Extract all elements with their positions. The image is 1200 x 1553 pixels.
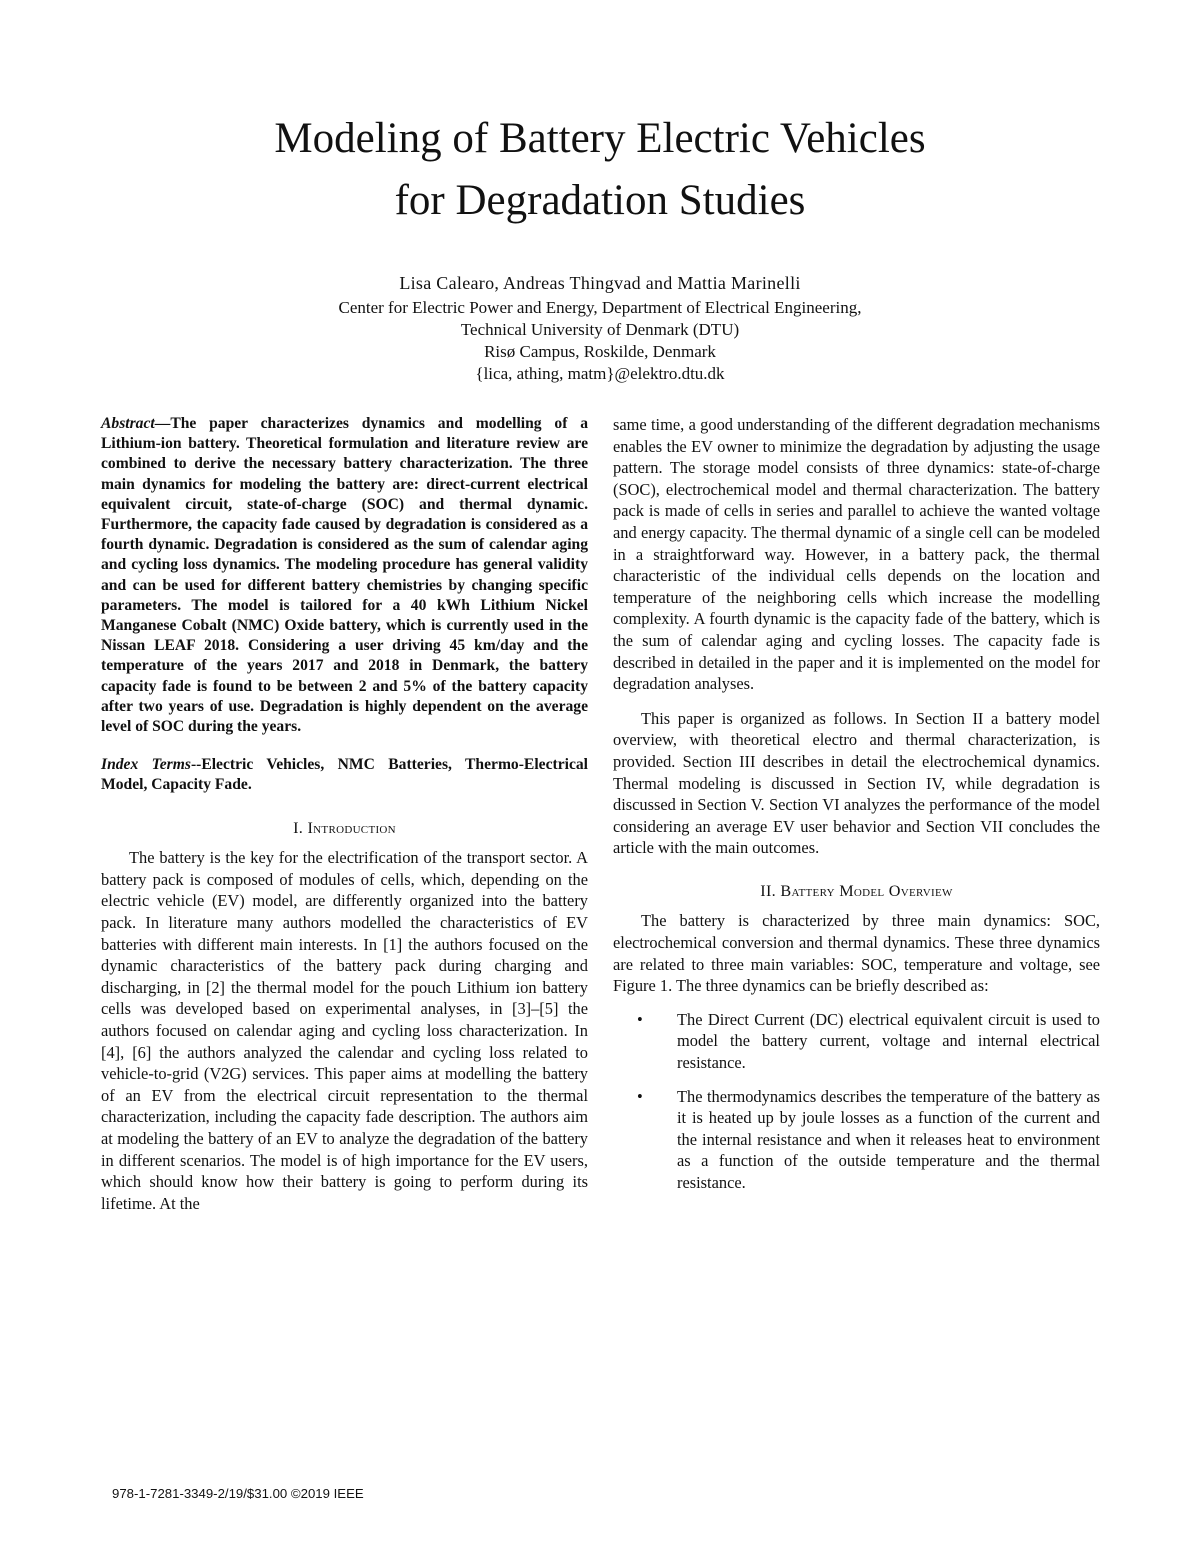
title-line-2: for Degradation Studies — [394, 177, 806, 224]
author-block — [0, 272, 1200, 385]
affiliation-line-1: Center for Electric Power and Energy, Department of Electrical Engineering, — [338, 298, 862, 317]
battery-model-paragraph: The battery is characterized by three main dynamics: SOC, electrochemical conversion and thermal dynamics. These three dynamics are related to three main variables: SOC, temperature and voltage, see Figure 1. The three dynamics can be briefly described as: — [613, 911, 1100, 996]
section-numeral: I. — [293, 818, 304, 837]
index-terms-label: Index Terms — [101, 756, 191, 774]
section-title: Battery Model Overview — [780, 881, 953, 900]
intro-paragraph-1-continued: same time, a good understanding of the different degradation mechanisms enables the EV owner to minimize the degradation by adjusting the usage pattern. The storage model consists of three dynamics: state-of-charge (SOC), electrochemical model and thermal characterization. The battery pack is made of cells in series and parallel to achieve the wanted voltage and energy capacity. The thermal dynamic of a single cell can be modeled in a straightforward way. However, in a battery pack, the thermal characteristic of the individual cells depends on the location and temperature of the neighboring cells which increase the modelling complexity. A fourth dynamic is the capacity fade of the battery, which is the sum of calendar aging and cycling losses. The capacity fade is described in detailed in the paper and it is implemented on the model for degradation analyses. — [613, 415, 1100, 694]
index-terms-text: --Electric Vehicles, NMC Batteries, Thermo-Electrical Model, Capacity Fade. — [101, 756, 588, 794]
intro-paragraph-1: The battery is the key for the electrification of the transport sector. A battery pack is composed of modules of cells, which, depending on the electric vehicle (EV) model, are differently organized into the battery pack. In literature many authors modelled the characteristics of EV batteries with different main interests. In [1] the authors focused on the dynamic characteristics of the battery pack during charging and discharging, in [2] the thermal model for the pouch Lithium ion battery cells was developed based on experimental analyses, in [3]–[5] the authors focused on calendar aging and cycling loss characterization. In [4], [6] the authors analyzed the calendar and cycling loss related to vehicle-to-grid (V2G) services. This paper aims at modelling the battery of an EV from the electrical circuit representation to the thermal characterization, including the capacity fade description. The authors aim at modeling the battery of an EV to analyze the degradation of the battery in different scenarios. The model is of high importance for the EV users, which should know how their battery is going to perform during its lifetime. At the — [101, 848, 588, 1213]
author-email[interactable]: {lica, athing, matm}@elektro.dtu.dk — [475, 364, 725, 383]
left-column — [101, 414, 588, 1214]
abstract — [101, 414, 588, 737]
list-item — [613, 1086, 1100, 1194]
list-item-text: The Direct Current (DC) electrical equivalent circuit is used to model the battery current, voltage and internal electrical resistance. — [677, 1009, 1100, 1073]
copyright-footer: 978-1-7281-3349-2/19/$31.00 ©2019 IEEE — [112, 1486, 364, 1501]
abstract-label: Abstract — [101, 415, 155, 432]
index-terms — [101, 755, 588, 795]
affiliation-line-2: Technical University of Denmark (DTU) — [460, 320, 740, 339]
section-title: Introduction — [307, 818, 396, 837]
intro-paragraph-2: This paper is organized as follows. In Section II a battery model overview, with theoretical electro and thermal characterization, is provided. Section III describes in detail the electrochemical dynamics. Thermal modeling is discussed in Section IV, while degradation is discussed in Section V. Section VI analyzes the performance of the model considering an average EV user behavior and Section VII concludes the article with the main outcomes. — [613, 708, 1100, 858]
section-heading-battery-model — [613, 881, 1100, 903]
list-item-text: The thermodynamics describes the temperature of the battery as it is heated up by joule losses as a function of the current and the internal resistance and when it releases heat to environment as a function of the outside temperature and the thermal resistance. — [677, 1086, 1100, 1192]
section-heading-introduction — [101, 818, 588, 840]
title-line-1: Modeling of Battery Electric Vehicles — [274, 115, 926, 162]
right-column — [613, 414, 1100, 1206]
author-names: Lisa Calearo, Andreas Thingvad and Mattia Marinelli — [399, 273, 801, 293]
list-item — [613, 1009, 1100, 1074]
bullet-icon: • — [637, 1009, 643, 1029]
paper-title — [0, 108, 1200, 232]
bullet-icon: • — [637, 1086, 643, 1106]
section-numeral: II. — [760, 881, 777, 900]
author-location: Risø Campus, Roskilde, Denmark — [484, 342, 716, 361]
abstract-text: —The paper characterizes dynamics and modelling of a Lithium-ion battery. Theoretical formulation and literature review are combined to derive the necessary battery characterization. The three main dynamics for modeling the battery are: direct-current electrical equivalent circuit, state-of-charge (SOC) and thermal dynamic. Furthermore, the capacity fade caused by degradation is considered as a fourth dynamic. Degradation is considered as the sum of calendar aging and cycling loss dynamics. The modeling procedure has general validity and can be used for different battery chemistries by changing specific parameters. The model is tailored for a 40 kWh Lithium Nickel Manganese Cobalt (NMC) Oxide battery, which is currently used in the Nissan LEAF 2018. Considering a user driving 45 km/day and the temperature of the years 2017 and 2018 in Denmark, the battery capacity fade is found to be between 2 and 5% of the battery capacity after two years of use. Degradation is highly dependent on the average level of SOC during the years. — [101, 415, 588, 736]
dynamics-list — [613, 1009, 1100, 1194]
